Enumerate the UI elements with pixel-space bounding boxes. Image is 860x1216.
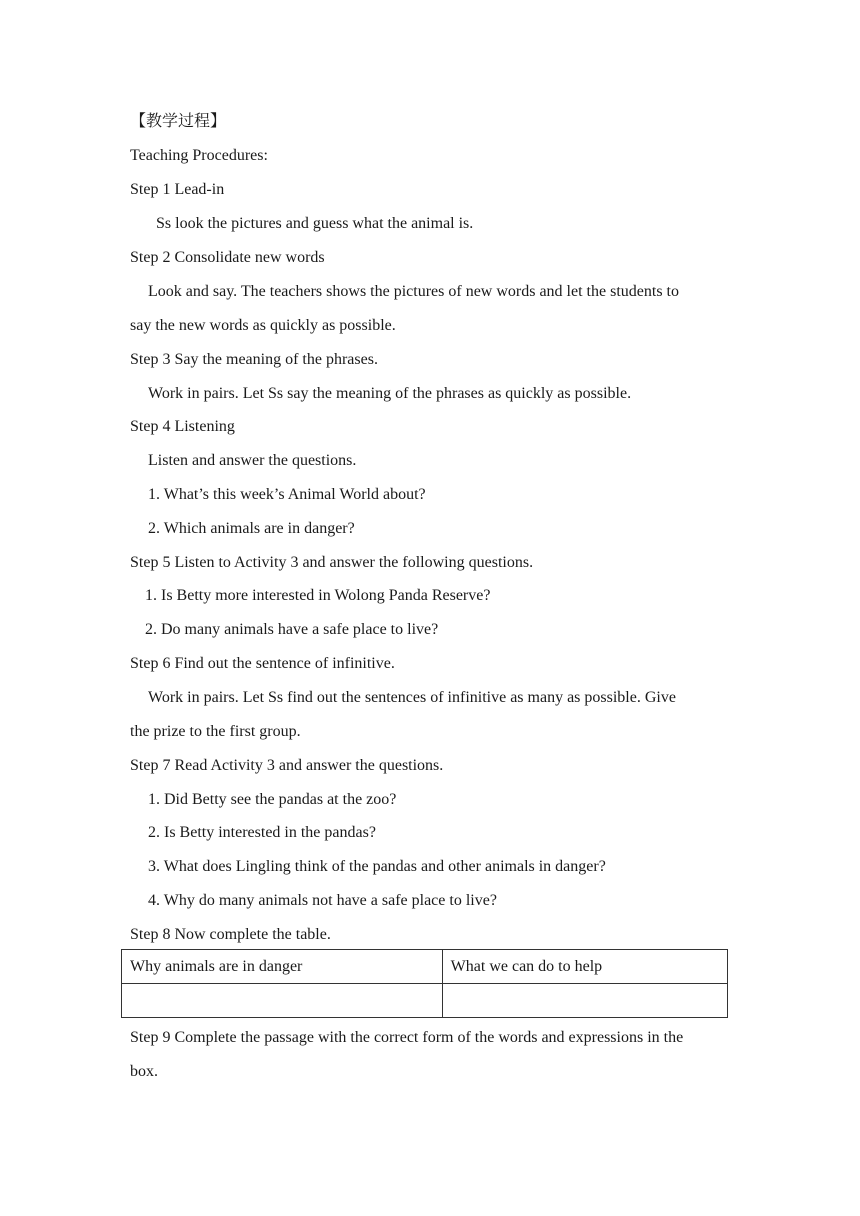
- step7-question-1: 1. Did Betty see the pandas at the zoo?: [148, 791, 397, 808]
- step5-question-2: 2. Do many animals have a safe place to live?: [145, 621, 439, 638]
- step2-title: Step 2 Consolidate new words: [130, 249, 325, 266]
- step9-title-line2: box.: [130, 1063, 158, 1080]
- step2-text-line2: say the new words as quickly as possible.: [130, 317, 396, 334]
- step3-title: Step 3 Say the meaning of the phrases.: [130, 351, 378, 368]
- step4-question-1: 1. What’s this week’s Animal World about?: [148, 486, 426, 503]
- step4-text: Listen and answer the questions.: [148, 452, 357, 469]
- step6-text-line2: the prize to the first group.: [130, 723, 301, 740]
- table-cell: [122, 984, 443, 1018]
- step5-title: Step 5 Listen to Activity 3 and answer the following questions.: [130, 554, 534, 571]
- table-cell: [442, 984, 727, 1018]
- section-heading: 【教学过程】: [130, 113, 227, 130]
- step8-table: [121, 949, 728, 1018]
- step5-question-1: 1. Is Betty more interested in Wolong Panda Reserve?: [145, 587, 491, 604]
- table-header-cell: Why animals are in danger: [122, 950, 443, 984]
- subtitle: Teaching Procedures:: [130, 147, 268, 164]
- step1-title: Step 1 Lead-in: [130, 181, 225, 198]
- step3-text: Work in pairs. Let Ss say the meaning of the phrases as quickly as possible.: [148, 385, 632, 402]
- step7-question-4: 4. Why do many animals not have a safe place to live?: [148, 892, 497, 909]
- table-row: [122, 984, 728, 1018]
- step7-question-2: 2. Is Betty interested in the pandas?: [148, 824, 376, 841]
- step8-title: Step 8 Now complete the table.: [130, 926, 331, 943]
- step6-text-line1: Work in pairs. Let Ss find out the sentences of infinitive as many as possible. Give: [148, 689, 676, 706]
- step1-text: Ss look the pictures and guess what the animal is.: [156, 215, 474, 232]
- step9-title-line1: Step 9 Complete the passage with the correct form of the words and expressions in the: [130, 1029, 684, 1046]
- step4-question-2: 2. Which animals are in danger?: [148, 520, 355, 537]
- step4-title: Step 4 Listening: [130, 418, 235, 435]
- step7-title: Step 7 Read Activity 3 and answer the questions.: [130, 757, 444, 774]
- step7-question-3: 3. What does Lingling think of the pandas and other animals in danger?: [148, 858, 606, 875]
- table-header-row: [122, 950, 728, 984]
- step2-text-line1: Look and say. The teachers shows the pictures of new words and let the students to: [148, 283, 679, 300]
- table-header-cell: What we can do to help: [442, 950, 727, 984]
- step6-title: Step 6 Find out the sentence of infinitive.: [130, 655, 395, 672]
